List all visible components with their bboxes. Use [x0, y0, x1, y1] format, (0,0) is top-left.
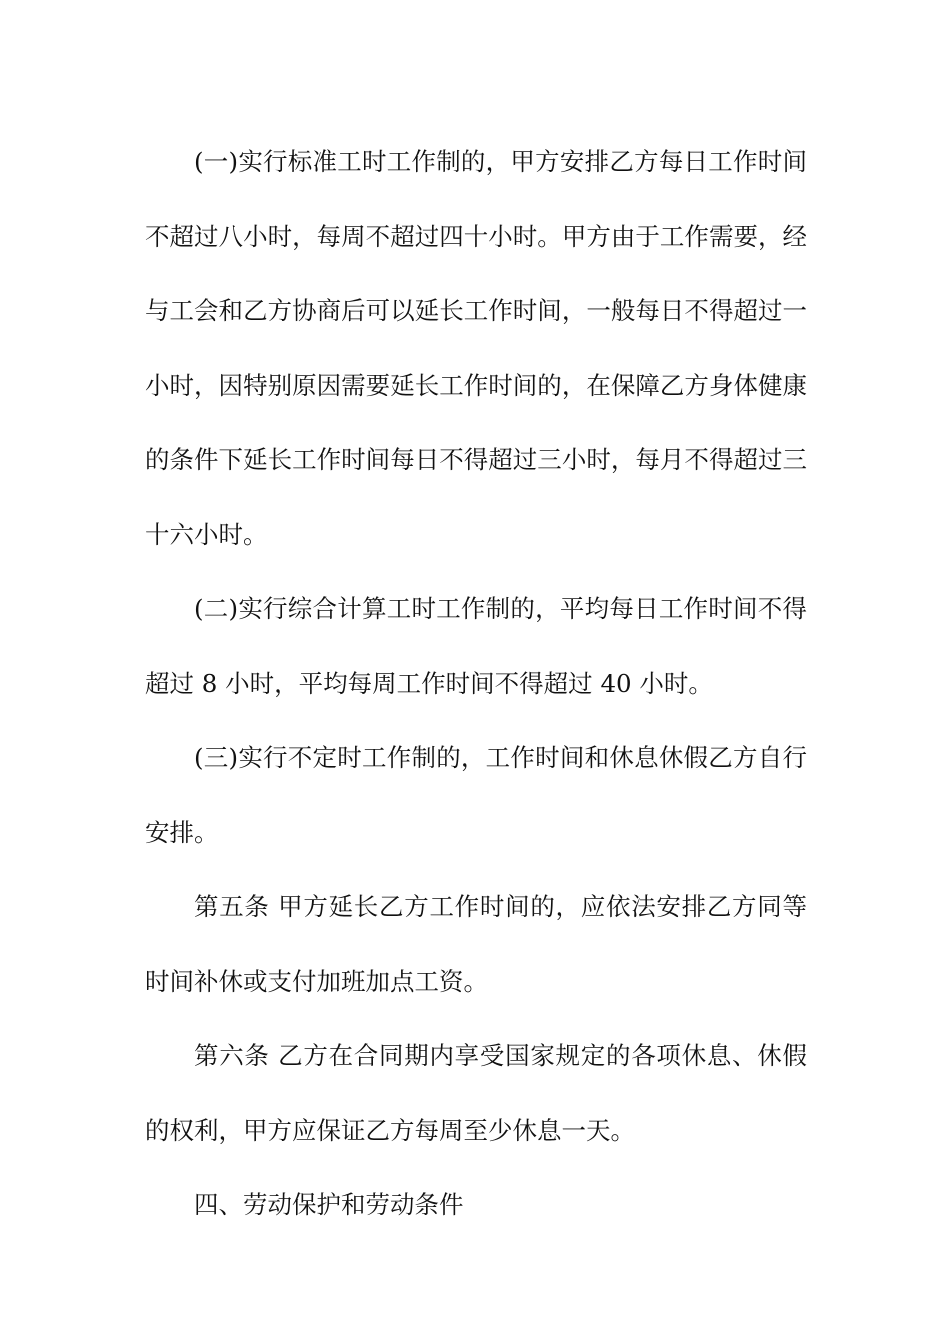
document-body: [145, 125, 807, 1243]
paragraph-standard-hours: (一)实行标准工时工作制的，甲方安排乙方每日工作时间不超过八小时，每周不超过四十小时。甲方由于工作需要，经与工会和乙方协商后可以延长工作时间，一般每日不得超过一小时，因特别原因需要延长工作时间的，在保障乙方身体健康的条件下延长工作时间每日不得超过三小时，每月不得超过三十六小时。: [145, 147, 807, 549]
paragraph-flexible-hours: (三)实行不定时工作制的，工作时间和休息休假乙方自行安排。: [145, 743, 807, 847]
paragraph-article-5: 第五条 甲方延长乙方工作时间的，应依法安排乙方同等时间补休或支付加班加点工资。: [145, 892, 807, 996]
section-heading-labor-protection: 四、劳动保护和劳动条件: [194, 1190, 464, 1219]
paragraph-comprehensive-hours: (二)实行综合计算工时工作制的，平均每日工作时间不得超过 8 小时，平均每周工作时间不得超过 40 小时。: [145, 594, 807, 698]
paragraph-article-6: 第六条 乙方在合同期内享受国家规定的各项休息、休假的权利，甲方应保证乙方每周至少休息一天。: [145, 1041, 807, 1145]
